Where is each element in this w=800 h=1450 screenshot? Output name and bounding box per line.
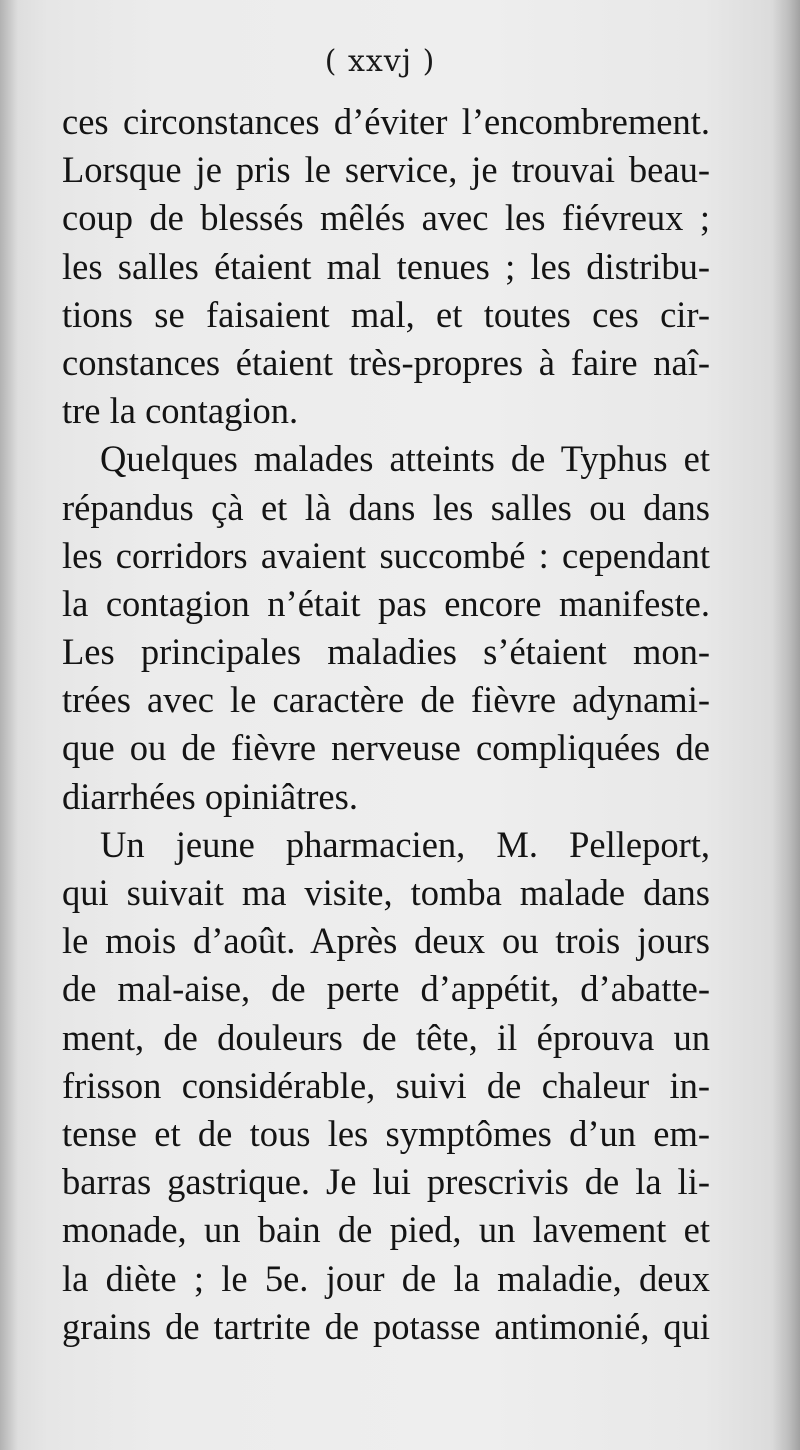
text-line: de mal-aise, de perte d’appétit, d’abatte- bbox=[62, 968, 710, 1010]
text-line: tions se faisaient mal, et toutes ces cir- bbox=[62, 293, 710, 335]
text-line: diarrhées opiniâtres. bbox=[62, 775, 358, 817]
text-line: la contagion n’était pas encore manifeste. bbox=[62, 582, 710, 624]
text-line: coup de blessés mêlés avec les fiévreux ; bbox=[62, 197, 710, 239]
text-line: trées avec le caractère de fièvre adynami- bbox=[62, 679, 710, 721]
text-line: que ou de fièvre nerveuse compliquées de bbox=[62, 727, 710, 769]
text-line: le mois d’août. Après deux ou trois jours bbox=[62, 920, 710, 962]
text-line: qui suivait ma visite, tomba malade dans bbox=[62, 872, 710, 913]
text-line: grains de tartrite de potasse antimonié, qui bbox=[62, 1305, 710, 1347]
text-line: monade, un bain de pied, un lavement et bbox=[62, 1209, 710, 1251]
text-line: ment, de douleurs de tête, il éprouva un bbox=[62, 1016, 710, 1058]
text-line: les corridors avaient succombé : cependant bbox=[62, 534, 710, 576]
text-line: Les principales maladies s’étaient mon- bbox=[62, 631, 710, 673]
text-line: constances étaient très-propres à faire naî- bbox=[62, 341, 710, 383]
text-line: répandus çà et là dans les salles ou dans bbox=[62, 486, 710, 528]
text-line: les salles étaient mal tenues ; les distribu- bbox=[62, 245, 710, 287]
text-line: la diète ; le 5e. jour de la maladie, deux bbox=[62, 1257, 710, 1299]
text-line: tre la contagion. bbox=[62, 390, 299, 432]
text-line: tense et de tous les symptômes d’un em- bbox=[62, 1112, 710, 1154]
text-line: ces circonstances d’éviter l’encombrement. bbox=[62, 101, 710, 142]
text-line: frisson considérable, suivi de chaleur in- bbox=[62, 1064, 710, 1106]
text-line: Quelques malades atteints de Typhus et bbox=[100, 438, 710, 480]
text-line: barras gastrique. Je lui prescrivis de la li- bbox=[62, 1161, 710, 1203]
page-edge-shadow bbox=[772, 0, 800, 1450]
body-text bbox=[62, 98, 710, 1351]
page-number-header: ( xxvj ) bbox=[324, 44, 436, 79]
text-line: Lorsque je pris le service, je trouvai beau- bbox=[62, 149, 710, 191]
text-line: Un jeune pharmacien, M. Pelleport, bbox=[100, 823, 710, 865]
page-gutter-shadow bbox=[0, 0, 18, 1450]
